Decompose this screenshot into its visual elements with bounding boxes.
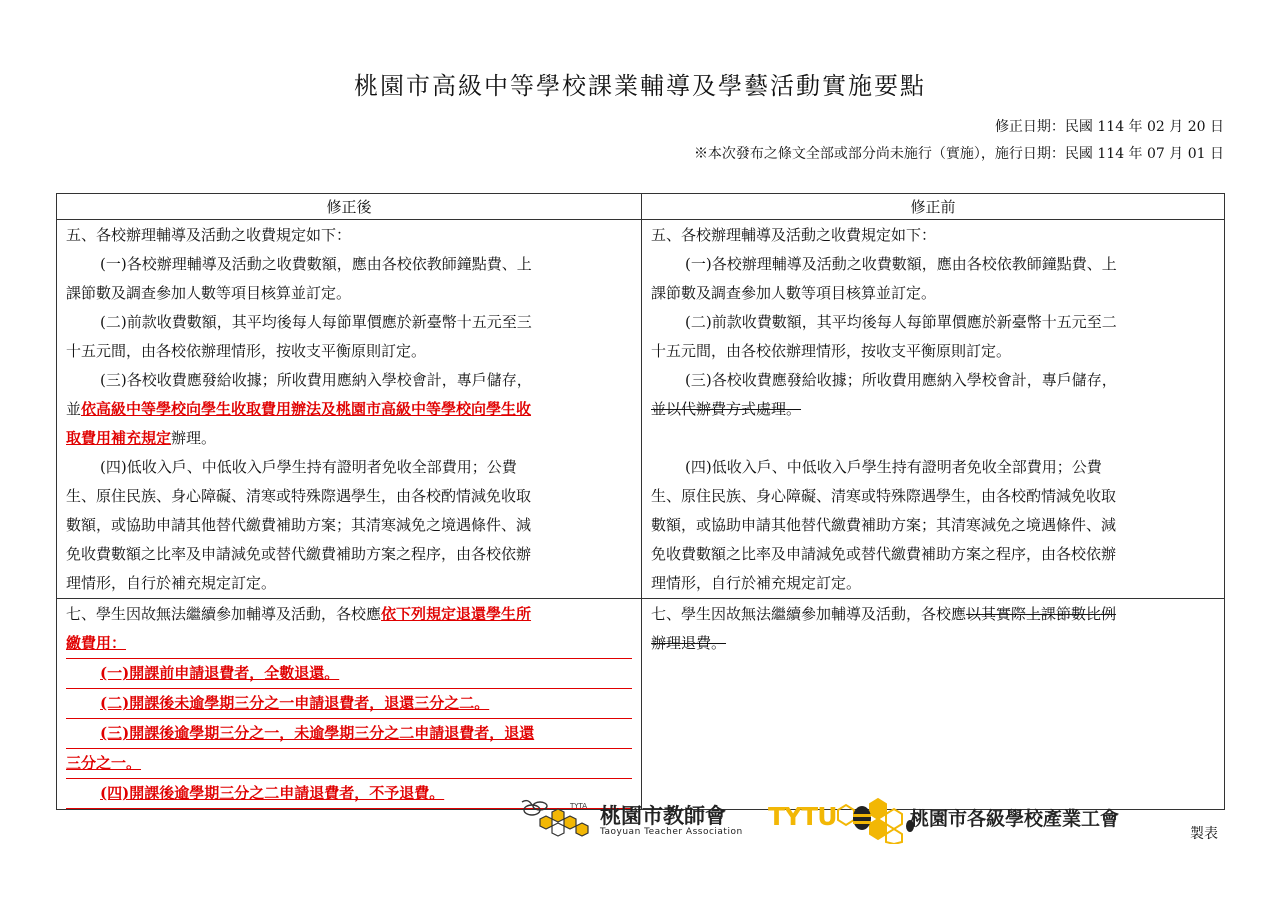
- text-line: [651, 221, 1215, 250]
- cell-article5-before: [642, 220, 1225, 599]
- tytu-abbr: TYTU: [768, 802, 837, 831]
- text-segment: 免收費數額之比率及申請減免或替代繳費補助方案之程序，由各校依辦: [651, 545, 1117, 563]
- text-line: [66, 569, 632, 598]
- text-segment: 十五元間，由各校依辦理情形，按收支平衡原則訂定。: [651, 342, 1012, 360]
- revision-date: 修正日期：民國 114 年 02 月 20 日: [994, 119, 1224, 135]
- deleted-text: 並以代辦費方式處理。: [651, 400, 802, 418]
- hexagon-bee-icon: [824, 796, 916, 844]
- tytu-logo: [768, 796, 1178, 844]
- text-segment: 理情形，自行於補充規定訂定。: [651, 574, 862, 592]
- amended-text: 繳費用：: [66, 634, 127, 652]
- text-segment: 七、學生因故無法繼續參加輔導及活動，各校應: [66, 605, 382, 623]
- header-before: 修正前: [642, 194, 1225, 220]
- table-row: [57, 599, 1225, 810]
- amended-text: (一)開課前申請退費者，全數退還。: [100, 664, 340, 682]
- amended-text: (二)開課後未逾學期三分之一申請退費者，退還三分之二。: [100, 694, 490, 712]
- text-segment: 課節數及調查參加人數等項目核算並訂定。: [651, 284, 937, 302]
- text-segment: 五、各校辦理輔導及活動之收費規定如下：: [66, 226, 352, 244]
- text-segment: (四)低收入戶、中低收入戶學生持有證明者免收全部費用；公費: [100, 458, 517, 476]
- text-segment: (三)各校收費應發給收據；所收費用應納入學校會計，專戶儲存，: [100, 371, 532, 389]
- text-line: [66, 482, 632, 511]
- text-line: [66, 540, 632, 569]
- text-segment: (一)各校辦理輔導及活動之收費數額，應由各校依教師鐘點費、上: [685, 255, 1117, 273]
- text-line: [651, 308, 1215, 337]
- amended-text: 取費用補充規定: [66, 429, 172, 447]
- text-line: [651, 540, 1215, 569]
- bee-logo-icon: [518, 796, 598, 844]
- cell-article5-after: [57, 220, 642, 599]
- text-line: [651, 453, 1215, 482]
- text-segment: 理情形，自行於補充規定訂定。: [66, 574, 277, 592]
- text-line: [66, 749, 632, 779]
- text-line: [66, 308, 632, 337]
- text-line: [66, 395, 632, 424]
- effective-date-note: ※本次發布之條文全部或部分尚未施行（實施），施行日期：民國 114 年 07 月 01 日: [693, 146, 1224, 162]
- text-line: [651, 569, 1215, 598]
- text-line: [651, 629, 1215, 658]
- text-line: [66, 719, 632, 749]
- text-line: [66, 424, 632, 453]
- text-line: [66, 279, 632, 308]
- text-line: [66, 511, 632, 540]
- text-segment: 生、原住民族、身心障礙、清寒或特殊際遇學生，由各校酌情減免收取: [66, 487, 532, 505]
- table-row: [57, 220, 1225, 599]
- text-segment: (一)各校辦理輔導及活動之收費數額，應由各校依教師鐘點費、上: [100, 255, 532, 273]
- svg-text:TYTA: TYTA: [570, 802, 588, 810]
- amended-text: 依高級中等學校向學生收取費用辦法及桃園市高級中等學校向學生收: [81, 400, 532, 418]
- comparison-table: [56, 193, 1225, 810]
- tytu-name: 桃園市各級學校產業工會: [910, 808, 1120, 830]
- text-segment: (四)低收入戶、中低收入戶學生持有證明者免收全部費用；公費: [685, 458, 1102, 476]
- text-segment: (二)前款收費數額，其平均後每人每節單價應於新臺幣十五元至三: [100, 313, 532, 331]
- document-title: 桃園市高級中等學校課業輔導及學藝活動實施要點: [354, 72, 926, 100]
- deleted-text: 辦理退費。: [651, 634, 727, 652]
- header-after: 修正後: [57, 194, 642, 220]
- text-line: [66, 221, 632, 250]
- text-line: [651, 424, 1215, 453]
- text-segment: 辦理。: [171, 429, 217, 447]
- text-segment: (三)各校收費應發給收據；所收費用應納入學校會計，專戶儲存，: [685, 371, 1117, 389]
- cell-article7-before: [642, 599, 1225, 810]
- deleted-text: 以其實際上課節數比例: [966, 605, 1117, 623]
- text-line: [66, 337, 632, 366]
- made-by-label: 製表: [1190, 826, 1218, 842]
- text-line: [66, 366, 632, 395]
- text-line: [651, 337, 1215, 366]
- text-segment: 課節數及調查參加人數等項目核算並訂定。: [66, 284, 352, 302]
- text-segment: 數額，或協助申請其他替代繳費補助方案；其清寒減免之境遇條件、減: [66, 516, 532, 534]
- tyta-name: 桃園市教師會: [600, 804, 726, 828]
- text-segment: (二)前款收費數額，其平均後每人每節單價應於新臺幣十五元至二: [685, 313, 1117, 331]
- amended-text: (三)開課後逾學期三分之一，未逾學期三分之二申請退費者，退還: [100, 724, 535, 742]
- text-segment: 並: [66, 400, 82, 418]
- text-line: [651, 366, 1215, 395]
- text-segment: 五、各校辦理輔導及活動之收費規定如下：: [651, 226, 937, 244]
- text-segment: 數額，或協助申請其他替代繳費補助方案；其清寒減免之境遇條件、減: [651, 516, 1117, 534]
- text-line: [651, 600, 1215, 629]
- text-line: [66, 689, 632, 719]
- text-segment: 免收費數額之比率及申請減免或替代繳費補助方案之程序，由各校依辦: [66, 545, 532, 563]
- text-line: [651, 279, 1215, 308]
- cell-article7-after: [57, 599, 642, 810]
- tyta-english-name: Taoyuan Teacher Association: [600, 827, 743, 837]
- text-line: [66, 600, 632, 629]
- text-line: [66, 250, 632, 279]
- amended-text: 三分之一。: [66, 754, 142, 772]
- table-header-row: [57, 194, 1225, 220]
- amended-text: 依下列規定退還學生所: [381, 605, 532, 623]
- amended-text: (四)開課後逾學期三分之二申請退費者，不予退費。: [100, 784, 445, 802]
- text-line: [651, 250, 1215, 279]
- text-line: [66, 453, 632, 482]
- text-line: [66, 629, 632, 659]
- tyta-logo: [518, 796, 748, 844]
- text-line: [651, 482, 1215, 511]
- text-segment: 七、學生因故無法繼續參加輔導及活動，各校應: [651, 605, 967, 623]
- text-line: [66, 659, 632, 689]
- text-segment: 十五元間，由各校依辦理情形，按收支平衡原則訂定。: [66, 342, 427, 360]
- footer: [0, 796, 1280, 846]
- text-line: [651, 395, 1215, 424]
- text-segment: 生、原住民族、身心障礙、清寒或特殊際遇學生，由各校酌情減免收取: [651, 487, 1117, 505]
- text-line: [651, 511, 1215, 540]
